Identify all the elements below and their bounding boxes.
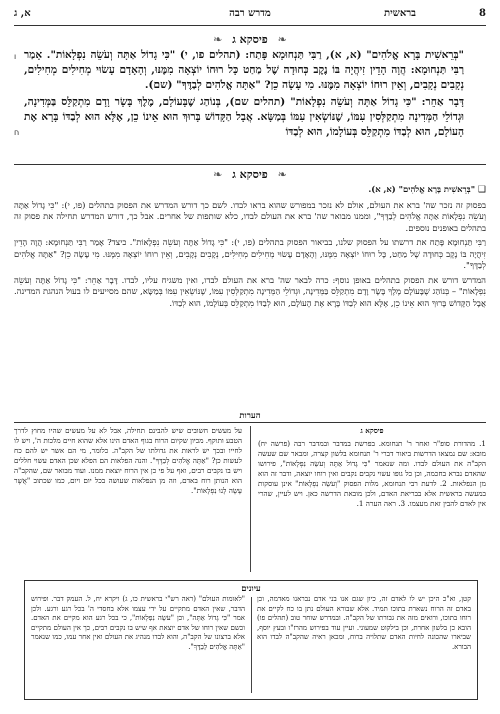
notes-subtitle: פיסקא ג (360, 426, 384, 435)
iyunim-title: עיונים (241, 584, 261, 594)
iyunim-column-right: קטן, וא"כ היכן יש לו לאדם זה, כיון שגם אנו בני אדם נבראנו מאדמה, וכן באדם זה הרוח נשארת בתוכו תמיד. אלא שבורא העולם נתן בו כח לקיים את רוחו בתוכו, ורואים מזה את גבורתו של הקב"ה. ובמדרש שוחר טוב (תהלים פו) הובא כן בלשון אחרת, וכן בילקוט שמעוני. ועיין עוד בפירוש מהרז"ו ובעץ יוסף, שביארו שהכונה לחיות האדם שתלויה ברוח, ומכאן ראיה שהקב"ה לבדו הוא הבורא. (257, 595, 471, 651)
pisqa-title: פיסקא ג (232, 33, 268, 46)
ornament-icon: ❧ (213, 168, 223, 181)
header-work: מדרש רבה (229, 8, 271, 19)
line-number: ו (14, 52, 17, 61)
ornament-icon: ❧ (277, 168, 287, 181)
column-divider (251, 597, 252, 693)
midrash-paragraph: "בְּרֵאשִׁית בָּרָא אֱלֹהִים" (א, א), רַבִּי תַּנְחוּמָא פָּתַח: (תהלים פו, י) "כִּי גָדוֹל אַתָּה וְעֹשֵׂה נִפְלָאוֹת". אָמַר רַבִּי תַּנְחוּמָא: הֲוָה הָדֵין זִיהֲיָה בּוֹ נֶקֶב כְּחוּדָה שֶׁל מַחַט כָּל רוּחוֹ יוֹצְאָה מִמֶּנּוּ, וְהָאָדָם עָשׂוּי מְחִילִים מְחִילִים, נְקָבִים נְקָבִים, וְאֵין רוּחוֹ יוֹצְאָה מִמֶּנּוּ. מִי עָשָׂה כֵן? "אַתָּה אֱלֹהִים לְבַדֶּךָ" (שם). (24, 49, 464, 91)
notes-text: 1. מהדורת סופ"ר ואחר ר' תנחומא. בפרשת במדבר ובמדבר רבה (פרשה יח) מובא: שם נמצאו הדרשות ביאור דברי ר' תנחומא בלשון קצרה, ומבאר שם שעשה הקב"ה את העולם לבדו. ומה שנאמר "כִּי גָדוֹל אַתָּה וְעֹשֵׂה נִפְלָאוֹת", פירושו שהאדם נברא בחכמה, וכן כל גופו עשוי נקבים נקבים ואין רוחו יוצאה, ודבר זה הוא מן הנפלאות. 2. לדעת רבי תנחומא, מלות הפסוק "וְעֹשֵׂה נִפְלָאוֹת" אינן עוסקות במעשה בראשית אלא בבריאת האדם, ולכן מובאת הדרשה כאן. ויש לעיין, שהרי אין לאדם להבין זאת מעצמו. 3. ראה הערה 1. (258, 439, 486, 508)
iyunim-box (24, 580, 478, 700)
commentary-text (14, 184, 486, 406)
header-rule (14, 25, 486, 26)
notes-text: על מעשים חשובים שיש להבינם תחילה, אבל לא על מעשים שהיו מחוץ לדרך הטבע ותוקף. מכיון שקיום הרוח בגוף האדם הינו אלא שהוא חיים מלכות ה', ויש לו לחייו ובכך יש לראות את גדולתו של הקב"ה. כלומר, מי הם אשר יש להם כח לעשות כן? "אַתָּה אֱלֹהִים לְבַדֶּךָ". והנה הפלאות הם הפלא שכן האדם עשוי חללים ויש בו נקבים רבים, ואף על פי כן אין הרוח יוצאת ממנו. ועוד מבואר שם, שהקב"ה הוא הנותן רוח באדם, וזה מן הנפלאות שעושה בכל יום ויום, כמו שכתוב "אֲשֶׁר עָשָׂה לָנוּ נִפְלָאוֹת". (14, 426, 242, 495)
pisqa-heading-top (14, 33, 486, 46)
header-reference: א, ג (14, 8, 31, 19)
commentary-paragraph: בפסוק זה נזכר שה' ברא את העולם, אולם לא נזכר במפורש שהוא בראו לבדו. לשם כך דורש המדרש את הפסוק בתהלים (פו, י): "כִּי גָדוֹל אַתָּה וְעֹשֵׂה נִפְלָאוֹת אַתָּה אֱלֹהִים לְבַדֶּךָ", וממנו מבואר שה' ברא את העולם לבדו, כלא שותפות של אחרים. אבל כך, דורש המדרש תחילה את פסוק זה בתהלים באופנים נוספים. (14, 199, 486, 233)
pisqa-title: פיסקא ג (232, 168, 268, 181)
square-bullet-icon: ❑ (475, 185, 486, 195)
header-page-number: 8 (479, 8, 486, 19)
line-number: ח (14, 128, 20, 137)
section-rule (14, 164, 486, 165)
pisqa-heading-commentary (14, 168, 486, 181)
notes-column-left (14, 426, 242, 572)
midrash-paragraph: דָּבָר אַחֵר: "כִּי גָדוֹל אַתָּה וְעֹשֵׂה נִפְלָאוֹת" (תהלים שם), בְּנוֹהַג שֶׁבָּעוֹלָם, מֶלֶךְ בָּשָׂר וָדָם מִתְקַלֵּס בַּמְּדִינָה, וּגְדוֹלֵי הַמְּדִינָה מִתְקַלְּסִין עִמּוֹ, שֶׁנּוֹשְׂאִין עִמּוֹ בְּמַשָּׂא. אֲבָל הַקָּדוֹשׁ בָּרוּךְ הוּא אֵינוֹ כֵן, אֶלָּא הוּא לְבַדּוֹ בָּרָא אֶת הָעוֹלָם, הוּא לְבַדּוֹ מִתְקַלֵּס בְּעוֹלָמוֹ, הוּא לְבַדּוֹ (24, 96, 464, 138)
ornament-icon: ❧ (213, 33, 223, 46)
commentary-paragraph: רַבִּי תַּנְחוּמָא פָּתַח את דרשתו על הפסוק שלנו, בביאור הפסוק בתהלים (פו, י): "כִּי גָדוֹל אַתָּה וְעֹשֵׂה נִפְלָאוֹת". כיצד? אָמַר רַבִּי תַּנְחוּמָא: הֲוָה הָדֵין זִיהֲיָה בּוֹ נֶקֶב כְּחוּדָה שֶׁל מַחַט, כָּל רוּחוֹ יוֹצְאָה מִמֶּנּוּ, וְהָאָדָם עָשׂוּי מְחִילִים מְחִילִים, נְקָבִים נְקָבִים, וְאֵין רוּחוֹ יוֹצְאָה מִמֶּנּוּ. מִי עָשָׂה כֵן? "אַתָּה אֱלֹהִים לְבַדֶּךָ". (14, 237, 486, 270)
notes-column-right (258, 426, 486, 572)
midrash-text (24, 48, 464, 158)
running-header (14, 8, 486, 24)
notes-title: הערות (239, 411, 261, 421)
commentary-heading: "בְּרֵאשִׁית בָּרָא אֱלֹהִים" (א, א). (368, 184, 476, 194)
page (14, 8, 486, 708)
column-divider (250, 426, 251, 572)
iyunim-column-left: "לאומות העולם" (ראה רש"י בראשית כו, ג) ויקרא יח, ל. העמק דבר. ופירוש הדבר, שאין האדם מתקיים על ידי עצמו אלא בחסדי ה' בכל רגע ורגע. ולכן אמר "כִּי גָדוֹל אַתָּה", וכן "עֹשֵׂה נִפְלָאוֹת", כי בכל רגע הוא מקיים את האדם. וכשם שאין רוחו של אדם יוצאת אף שיש בו נקבים רבים, כך אין העולם מתקיים אלא ברצונו של הקב"ה, והוא לבדו מנהיג את העולם ואין אחר עמו, כמו שנאמר "אַתָּה אֱלֹהִים לְבַדֶּךָ". (31, 595, 245, 651)
notes-rule (14, 422, 486, 423)
ornament-icon: ❧ (277, 33, 287, 46)
commentary-paragraph: המדרש דורש את הפסוק בתהלים באופן נוסף: כרה לבאר שה' ברא את העולם לבדו, ואין משגיח עליו, לבדו. דָּבָר אַחֵר: "כִּי גָדוֹל אַתָּה וְעֹשֵׂה נִפְלָאוֹת" – בְּנוֹהַג שֶׁבָּעוֹלָם מֶלֶךְ בָּשָׂר וָדָם מִתְקַלֵּס בַּמְּדִינָה, וּגְדוֹלֵי הַמְּדִינָה מִתְקַלְּסִין עִמּוֹ, שֶׁנּוֹשְׂאִין עִמּוֹ בְּמַשָּׂא, שהם מסייעים לו בעול הנהגת המדינה. אֲבָל הַקָּדוֹשׁ בָּרוּךְ הוּא אֵינוֹ כֵן, אֶלָּא הוּא לְבַדּוֹ בָּרָא אֶת הָעוֹלָם, הוּא לְבַדּוֹ מִתְקַלֵּס בְּעוֹלָמוֹ, הוּא לְבַדּוֹ. (14, 274, 486, 308)
header-book: בראשית (384, 8, 416, 19)
